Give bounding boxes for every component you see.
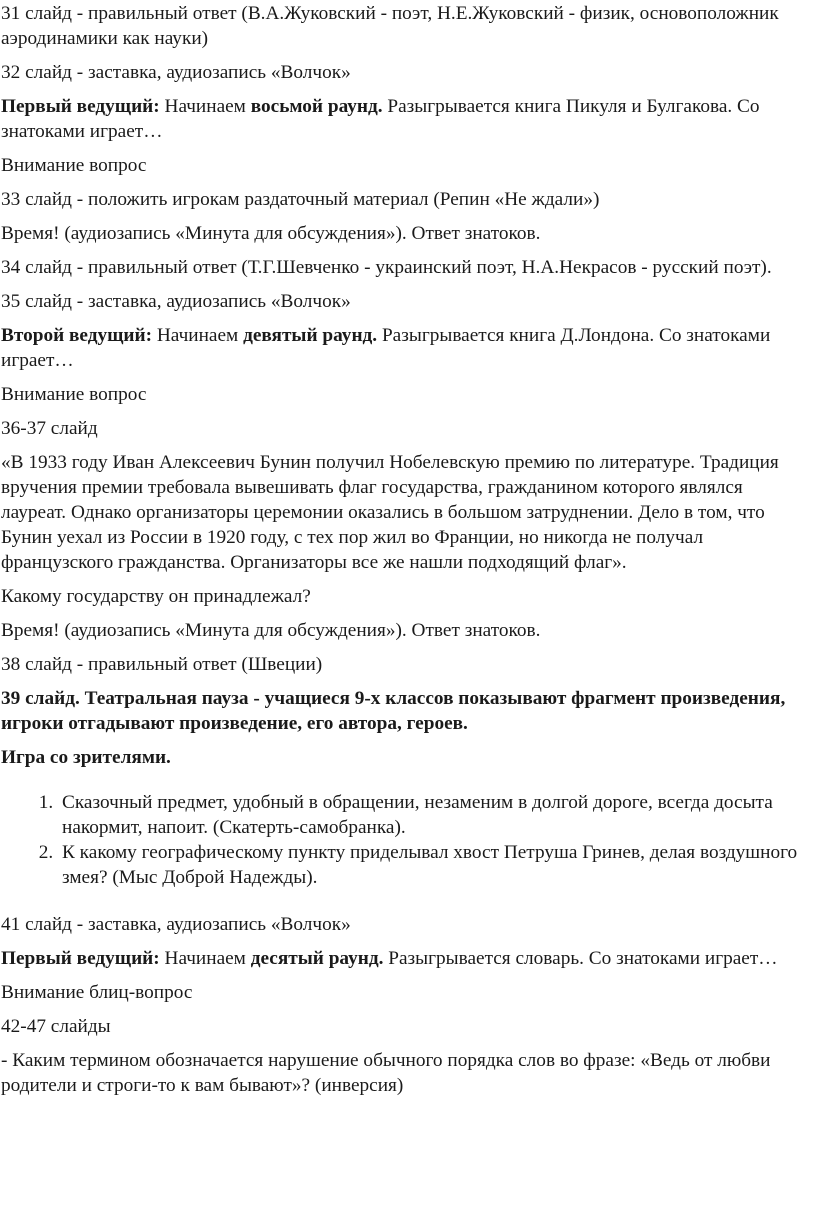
bold-text: Игра со зрителями. <box>1 747 171 768</box>
paragraph-audience-game <box>1 745 800 770</box>
paragraph-slide-36-37: 36-37 слайд <box>1 418 98 439</box>
paragraph-slide-32: 32 слайд - заставка, аудиозапись «Волчок» <box>1 62 351 83</box>
host-label: Первый ведущий: <box>1 948 160 969</box>
paragraph-bunin-question: «В 1933 году Иван Алексеевич Бунин получил Нобелевскую премию по литературе. Традиция вручения премии требовала вывешивать флаг государства, гражданином которого являлся лауреат. Однако организаторы церемонии оказались в большом затруднении. Дело в том, что Бунин уехал из России в 1920 году, с тех пор жил во Франции, но никогда не получал французского гражданства. Организаторы все же нашли подходящий флаг». <box>1 452 779 573</box>
paragraph-slide-31: 31 слайд - правильный ответ (В.А.Жуковский - поэт, Н.Е.Жуковский - физик, основоположник аэродинамики как науки) <box>1 3 779 49</box>
round-label: восьмой раунд. <box>250 96 383 117</box>
text-span: Начинаем <box>152 325 244 346</box>
text-span: Разыгрывается книга Д.Лондона. Со знатоками играет… <box>1 325 771 371</box>
paragraph-time: Время! (аудиозапись «Минута для обсуждения»). Ответ знатоков. <box>1 223 541 244</box>
round-label: десятый раунд. <box>250 948 384 969</box>
paragraph-blitz: Внимание блиц-вопрос <box>1 982 193 1003</box>
paragraph-question: Какому государству он принадлежал? <box>1 586 311 607</box>
paragraph-attention: Внимание вопрос <box>1 155 147 176</box>
host-label: Второй ведущий: <box>1 325 153 346</box>
host-label: Первый ведущий: <box>1 96 160 117</box>
paragraph-round-8 <box>1 94 800 144</box>
text-span: Начинаем <box>159 96 251 117</box>
bold-text: 39 слайд. Театральная пауза - учащиеся 9-х классов показывают фрагмент произведения, игроки отгадывают произведение, его автора, героев. <box>1 688 786 734</box>
paragraph-time: Время! (аудиозапись «Минута для обсуждения»). Ответ знатоков. <box>1 620 541 641</box>
text-span: Начинаем <box>159 948 251 969</box>
round-label: девятый раунд. <box>243 325 378 346</box>
paragraph-attention: Внимание вопрос <box>1 384 147 405</box>
paragraph-slide-39 <box>1 686 800 736</box>
paragraph-slide-33: 33 слайд - положить игрокам раздаточный материал (Репин «Не ждали») <box>1 189 600 210</box>
list-item: 1. Сказочный предмет, удобный в обращении, незаменим в долгой дороге, всегда досыта накормит, напоит. (Скатерть-самобранка). <box>58 790 800 840</box>
paragraph-slide-42-47: 42-47 слайды <box>1 1016 111 1037</box>
paragraph-slide-35: 35 слайд - заставка, аудиозапись «Волчок» <box>1 291 351 312</box>
paragraph-round-10 <box>1 946 800 971</box>
audience-questions-list <box>1 790 800 890</box>
text-span: Разыгрывается книга Пикуля и Булгакова. Со знатоками играет… <box>1 96 760 142</box>
text-span: Разыгрывается словарь. Со знатоками играет… <box>383 948 778 969</box>
paragraph-slide-38: 38 слайд - правильный ответ (Швеции) <box>1 654 323 675</box>
paragraph-inversion-question: - Каким термином обозначается нарушение обычного порядка слов во фразе: «Ведь от любви родители и строги-то к вам бывают»? (инверсия) <box>1 1050 771 1096</box>
paragraph-slide-41: 41 слайд - заставка, аудиозапись «Волчок» <box>1 914 351 935</box>
paragraph-slide-34: 34 слайд - правильный ответ (Т.Г.Шевченко - украинский поэт, Н.А.Некрасов - русский поэт). <box>1 257 772 278</box>
paragraph-round-9 <box>1 323 800 373</box>
list-item: 2. К какому географическому пункту приделывал хвост Петруша Гринев, делая воздушного змея? (Мыс Доброй Надежды). <box>58 840 800 890</box>
